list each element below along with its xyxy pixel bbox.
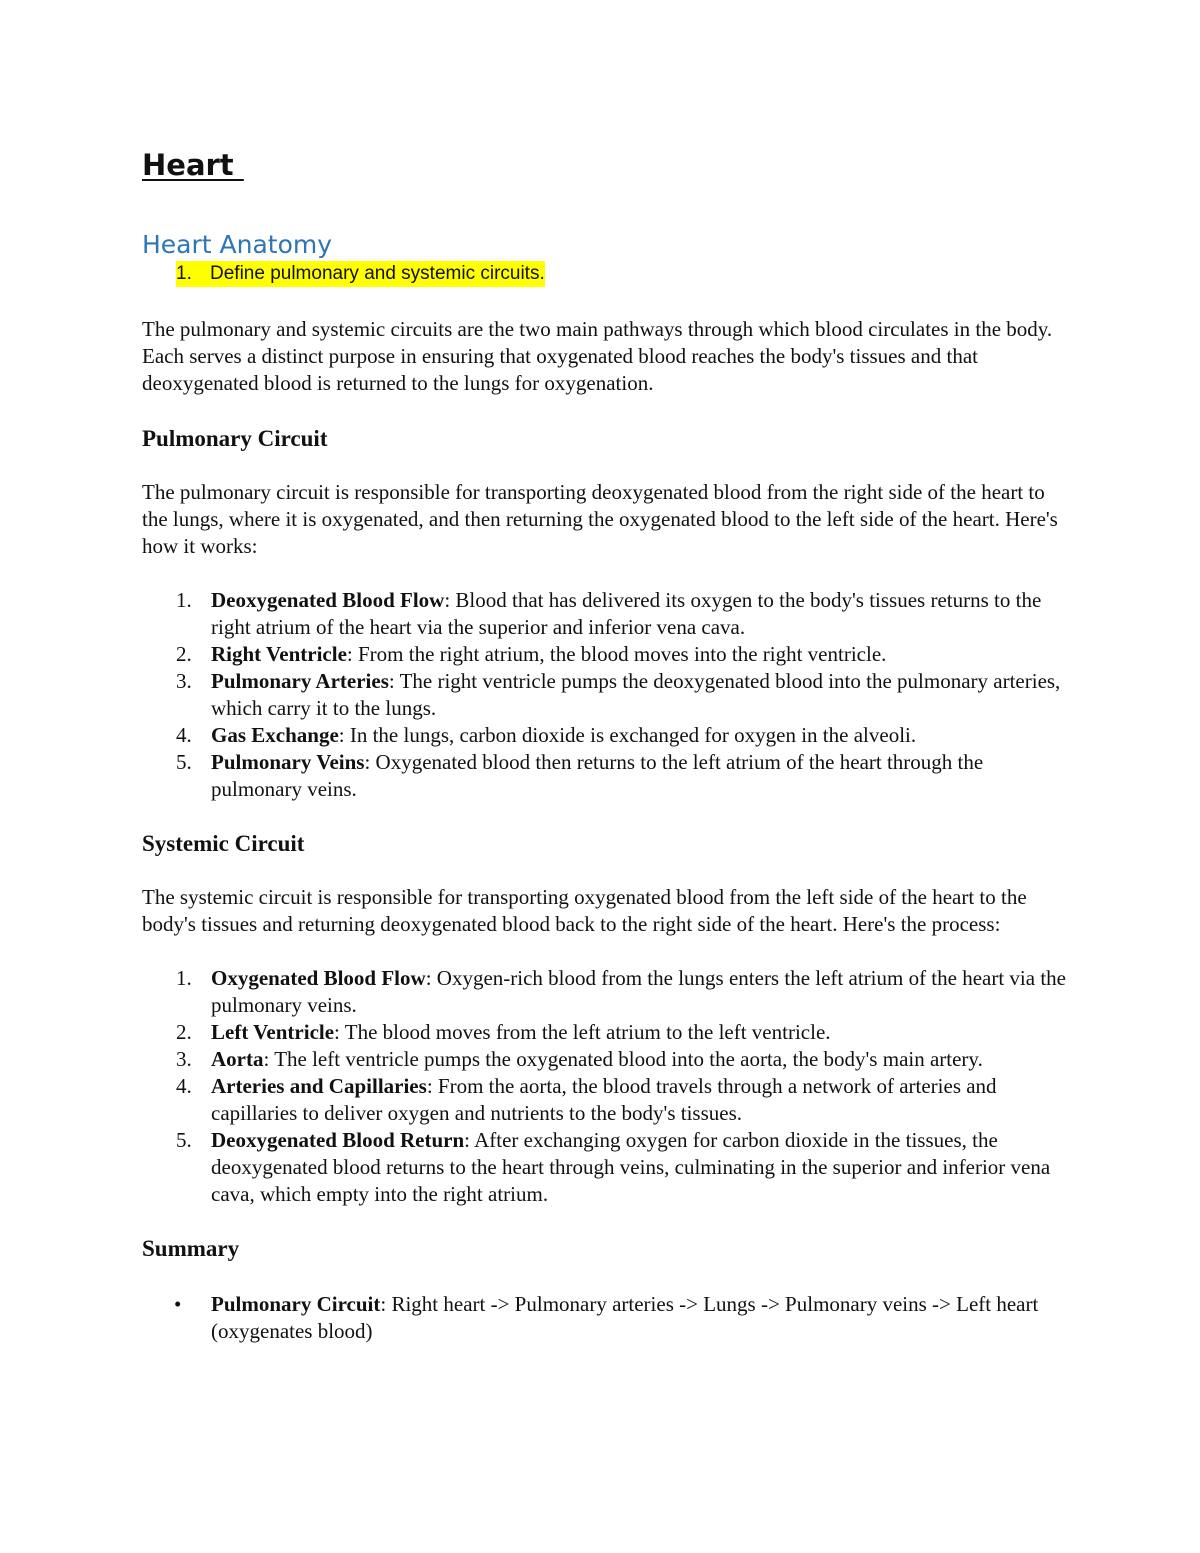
summary-heading: Summary [142,1236,240,1261]
step-term: Right Ventricle [211,642,347,666]
step-text: : After exchanging oxygen for carbon dioxide in the tissues, the deoxygenated blood returns to the heart through veins, culminating in the superior and inferior vena cava, which empty into the right atrium. [211,1128,1051,1206]
question-item [176,261,1067,287]
document-page [142,145,1067,1345]
step-text: : In the lungs, carbon dioxide is exchanged for oxygen in the alveoli. [338,723,917,747]
step-term: Pulmonary Veins [211,750,365,774]
step-term: Pulmonary Arteries [211,669,389,693]
list-number: 2. [176,1020,192,1044]
question-number: 1. [176,263,192,284]
list-number: 4. [176,723,192,747]
step-text: : The left ventricle pumps the oxygenated blood into the aorta, the body's main artery. [263,1047,983,1071]
list-item [142,668,1067,722]
step-term: Deoxygenated Blood Flow [211,588,445,612]
systemic-heading: Systemic Circuit [142,831,305,856]
step-text: : From the aorta, the blood travels through a network of arteries and capillaries to deliver oxygen and nutrients to the body's tissues. [211,1074,997,1125]
step-term: Oxygenated Blood Flow [211,966,426,990]
step-term: Left Ventricle [211,1020,335,1044]
list-item [142,749,1067,803]
systemic-steps [142,965,1067,1208]
question-highlight [176,261,545,287]
list-item [142,1073,1067,1127]
list-number: 1. [176,588,192,612]
step-text: : Oxygenated blood then returns to the left atrium of the heart through the pulmonary veins. [211,750,984,801]
list-number: 2. [176,642,192,666]
step-text: : The right ventricle pumps the deoxygenated blood into the pulmonary arteries, which carry it to the lungs. [211,669,1061,720]
list-item [142,965,1067,1019]
list-number: 3. [176,669,192,693]
list-item [142,1127,1067,1208]
list-item [142,722,1067,749]
intro-paragraph: The pulmonary and systemic circuits are the two main pathways through which blood circulates in the body. Each serves a distinct purpose in ensuring that oxygenated blood reaches the body's tissues and that deoxygenated blood is returned to the lungs for oxygenation. [142,317,1053,395]
list-number: 5. [176,1128,192,1152]
document-title: Heart [142,148,244,182]
summary-text: : Right heart -> Pulmonary arteries -> Lungs -> Pulmonary veins -> Left heart (oxygenates blood) [211,1292,1039,1343]
pulmonary-intro: The pulmonary circuit is responsible for transporting deoxygenated blood from the right side of the heart to the lungs, where it is oxygenated, and then returning the oxygenated blood to the left side of the heart. Here's how it works: [142,480,1058,558]
list-number: 5. [176,750,192,774]
step-text: : The blood moves from the left atrium to the left ventricle. [334,1020,831,1044]
step-term: Deoxygenated Blood Return [211,1128,465,1152]
section-heading: Heart Anatomy [142,230,333,259]
list-item [142,1019,1067,1046]
question-text: Define pulmonary and systemic circuits. [210,263,545,284]
list-item [142,1046,1067,1073]
list-item [142,641,1067,668]
bullet-icon: • [174,1292,182,1316]
list-number: 3. [176,1047,192,1071]
list-item [142,1291,1067,1345]
step-text: : From the right atrium, the blood moves into the right ventricle. [346,642,887,666]
pulmonary-heading: Pulmonary Circuit [142,426,328,451]
summary-term: Pulmonary Circuit [211,1292,381,1316]
systemic-intro: The systemic circuit is responsible for transporting oxygenated blood from the left side of the heart to the body's tissues and returning deoxygenated blood back to the right side of the heart. Here's the process: [142,885,1027,936]
pulmonary-steps [142,587,1067,803]
step-term: Gas Exchange [211,723,339,747]
summary-list [142,1291,1067,1345]
list-number: 1. [176,966,192,990]
step-term: Aorta [211,1047,264,1071]
step-text: : Blood that has delivered its oxygen to the body's tissues returns to the right atrium of the heart via the superior and inferior vena cava. [211,588,1042,639]
step-text: : Oxygen-rich blood from the lungs enters the left atrium of the heart via the pulmonary veins. [211,966,1066,1017]
step-term: Arteries and Capillaries [211,1074,427,1098]
list-number: 4. [176,1074,192,1098]
list-item [142,587,1067,641]
